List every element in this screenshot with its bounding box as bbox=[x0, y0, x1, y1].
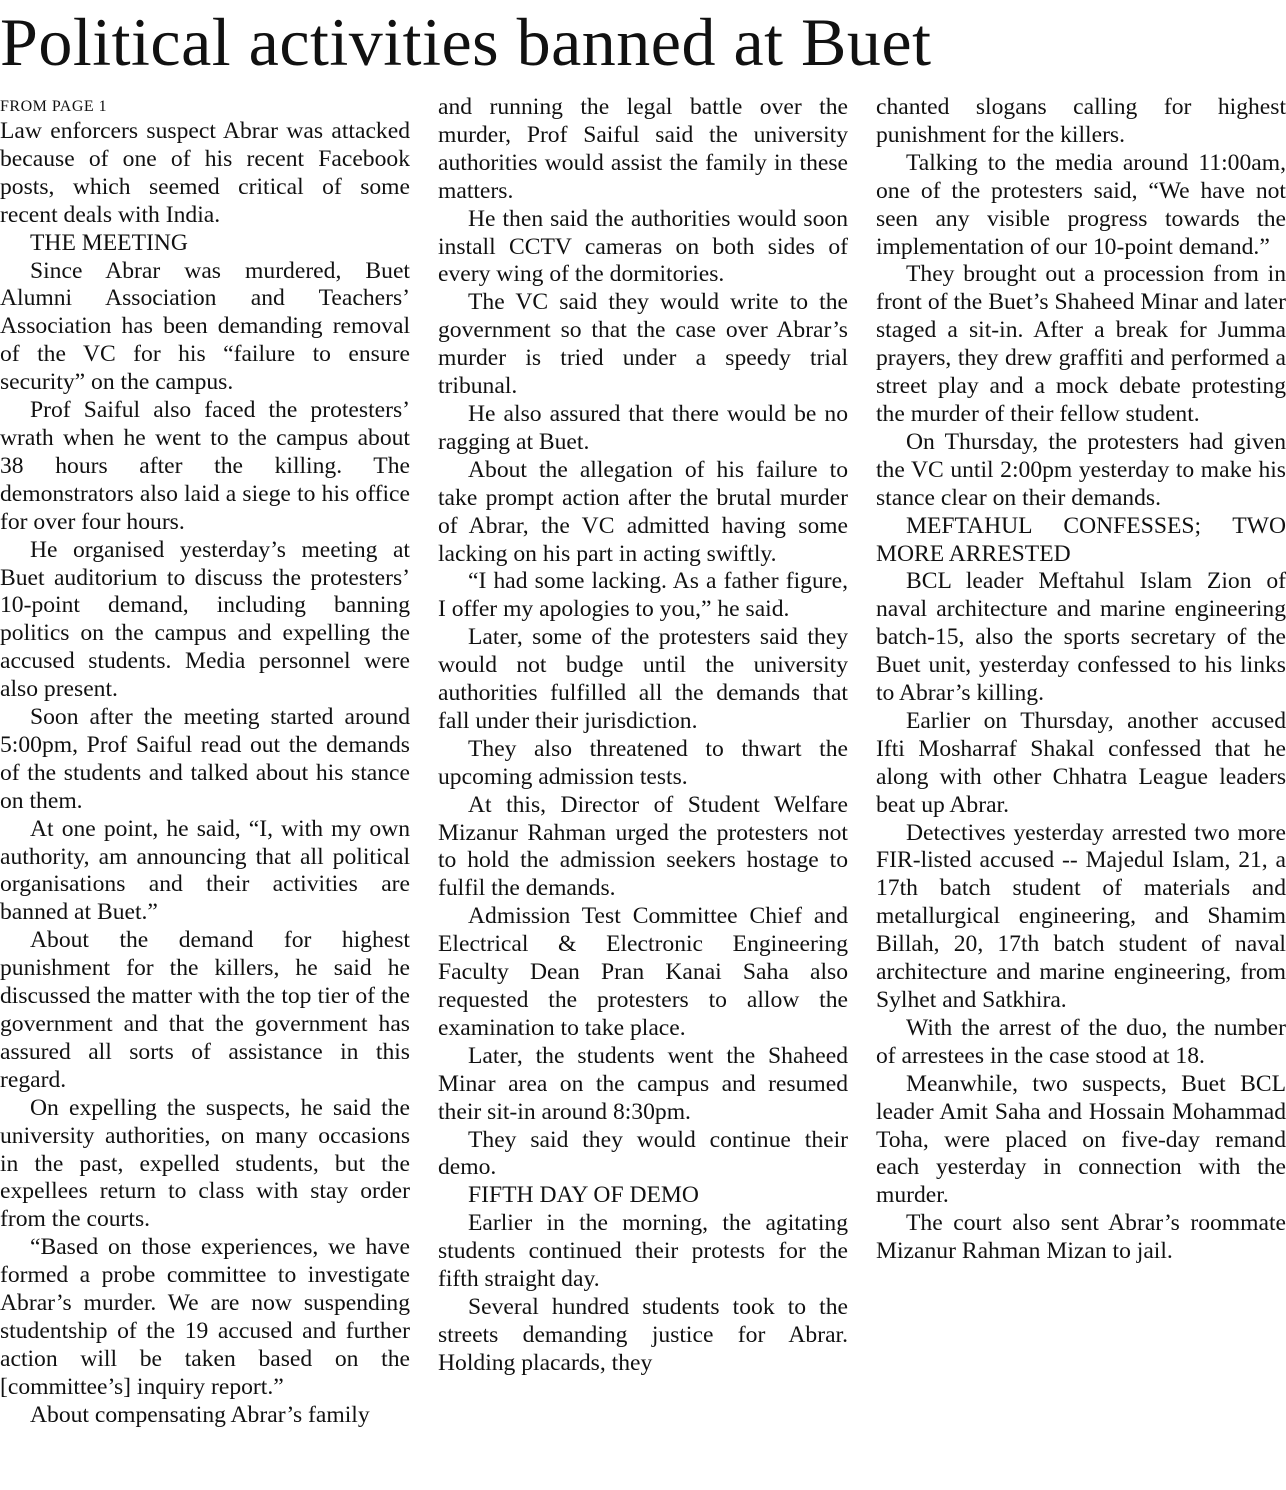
body-paragraph: Since Abrar was murdered, Buet Alumni Association and Teachers’ Association has been demanding removal of the VC for his “failure to ensure security” on the campus. bbox=[0, 257, 410, 396]
body-paragraph: About compensating Abrar’s family bbox=[30, 1401, 370, 1428]
article-column-2 bbox=[438, 94, 848, 1484]
body-paragraph: Earlier on Thursday, another accused Ifti Mosharraf Shakal confessed that he along with other Chhatra League leaders beat up Abrar. bbox=[876, 707, 1286, 818]
body-paragraph: About the allegation of his failure to take prompt action after the brutal murder of Abrar, the VC admitted having some lacking on his part in acting swiftly. bbox=[438, 456, 848, 567]
body-paragraph: Prof Saiful also faced the protesters’ wrath when he went to the campus about 38 hours after the killing. The demonstrators also laid a siege to his office for over four hours. bbox=[0, 397, 410, 535]
body-paragraph: At this, Director of Student Welfare Mizanur Rahman urged the protesters not to hold the admission seekers hostage to fulfil the demands. bbox=[438, 791, 848, 902]
article-column-1 bbox=[0, 96, 410, 1486]
body-paragraph: On Thursday, the protesters had given the VC until 2:00pm yesterday to make his stance clear on their demands. bbox=[876, 428, 1286, 511]
body-paragraph: The VC said they would write to the government so that the case over Abrar’s murder is tried under a speedy trial tribunal. bbox=[438, 289, 848, 400]
body-paragraph: Meanwhile, two suspects, Buet BCL leader Amit Saha and Hossain Mohammad Toha, were placed on five-day remand each yesterday in connection with the murder. bbox=[876, 1070, 1286, 1209]
body-paragraph: He also assured that there would be no ragging at Buet. bbox=[438, 400, 848, 455]
body-paragraph: Detectives yesterday arrested two more FIR-listed accused -- Majedul Islam, 21, a 17th batch student of materials and metallurgical engineering, and Shamim Billah, 20, 17th batch student of naval architecture and marine engineering, from Sylhet and Satkhira. bbox=[876, 819, 1286, 1013]
body-paragraph: Later, some of the protesters said they would not budge until the university authorities fulfilled all the demands that fall under their jurisdiction. bbox=[438, 624, 848, 734]
body-paragraph: Soon after the meeting started around 5:00pm, Prof Saiful read out the demands of the students and talked about his stance on them. bbox=[0, 704, 410, 814]
body-paragraph: He organised yesterday’s meeting at Buet auditorium to discuss the protesters’ 10-point demand, including banning politics on the campus and expelling the accused students. Media personnel were also present. bbox=[0, 536, 410, 703]
continued-paragraph: chanted slogans calling for highest punishment for the killers. bbox=[876, 94, 1286, 148]
body-paragraph: The court also sent Abrar’s roommate Mizanur Rahman Mizan to jail. bbox=[876, 1210, 1286, 1265]
body-paragraph: They said they would continue their demo. bbox=[438, 1126, 848, 1181]
body-paragraph: Later, the students went the Shaheed Minar area on the campus and resumed their sit-in around 8:30pm. bbox=[438, 1042, 848, 1125]
body-paragraph: About the demand for highest punishment for the killers, he said he discussed the matter with the top tier of the government and that the government has assured all sorts of assistance in this regard. bbox=[0, 927, 410, 1093]
headline: Political activities banned at Buet bbox=[0, 4, 932, 80]
body-paragraph: At one point, he said, “I, with my own authority, am announcing that all political organisations and their activities are banned at Buet.” bbox=[0, 815, 410, 926]
section-subhead: THE MEETING bbox=[30, 229, 188, 256]
kicker: FROM PAGE 1 bbox=[0, 98, 108, 115]
body-paragraph: On expelling the suspects, he said the university authorities, on many occasions in the past, expelled students, but the expellees return to class with stay order from the courts. bbox=[0, 1094, 410, 1233]
body-paragraph: “I had some lacking. As a father figure, I offer my apologies to you,” he said. bbox=[438, 568, 848, 623]
article-column-3 bbox=[876, 94, 1286, 1484]
body-paragraph: “Based on those experiences, we have formed a probe committee to investigate Abrar’s murder. We are now suspending studentship of the 19 accused and further action will be taken based on the [committee’s] inquiry report.” bbox=[0, 1234, 410, 1400]
continued-paragraph: and running the legal battle over the murder, Prof Saiful said the university authorities would assist the family in these matters. bbox=[438, 94, 848, 204]
body-paragraph: Admission Test Committee Chief and Electrical & Electronic Engineering Faculty Dean Pran Kanai Saha also requested the protesters to allow the examination to take place. bbox=[438, 903, 848, 1041]
section-subhead: MEFTAHUL CONFESSES; TWO MORE ARRESTED bbox=[876, 512, 1286, 567]
section-subhead: FIFTH DAY OF DEMO bbox=[468, 1182, 699, 1209]
body-paragraph: BCL leader Meftahul Islam Zion of naval architecture and marine engineering batch-15, also the sports secretary of the Buet unit, yesterday confessed to his links to Abrar’s killing. bbox=[876, 568, 1286, 707]
body-paragraph: They also threatened to thwart the upcoming admission tests. bbox=[438, 735, 848, 790]
body-paragraph: They brought out a procession from in front of the Buet’s Shaheed Minar and later staged a sit-in. After a break for Jumma prayers, they drew graffiti and performed a street play and a mock debate protesting the murder of their fellow student. bbox=[876, 261, 1286, 427]
body-paragraph: Earlier in the morning, the agitating students continued their protests for the fifth straight day. bbox=[438, 1210, 848, 1293]
body-paragraph: Talking to the media around 11:00am, one of the protesters said, “We have not seen any visible progress towards the implementation of our 10-point demand.” bbox=[876, 149, 1286, 260]
lead-paragraph: Law enforcers suspect Abrar was attacked because of one of his recent Facebook posts, which seemed critical of some recent deals with India. bbox=[0, 118, 410, 228]
body-paragraph: With the arrest of the duo, the number of arrestees in the case stood at 18. bbox=[876, 1014, 1286, 1069]
body-paragraph: Several hundred students took to the streets demanding justice for Abrar. Holding placards, they bbox=[438, 1293, 848, 1376]
body-paragraph: He then said the authorities would soon install CCTV cameras on both sides of every wing of the dormitories. bbox=[438, 205, 848, 288]
